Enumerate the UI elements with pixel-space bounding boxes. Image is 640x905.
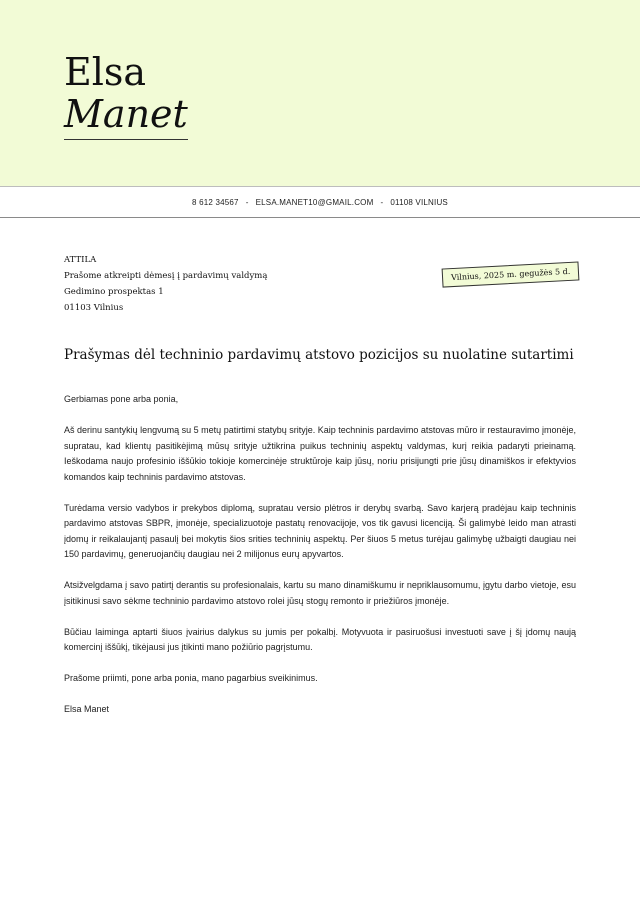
- recipient-block: [64, 252, 267, 316]
- body-paragraph: Būčiau laiminga aptarti šiuos įvairius dalykus su jumis per pokalbį. Motyvuota ir pasiruošusi investuoti save į šį įdomų naują komercinį iššūkį, tikėjausi jus įtikinti mano požiūrio pagrįstumu.: [64, 626, 576, 652]
- header-banner: [0, 0, 640, 186]
- contact-address: 01108 VILNIUS: [390, 197, 448, 207]
- last-name: Manet: [64, 92, 188, 140]
- body-paragraph: Turėdama versio vadybos ir prekybos diplomą, supratau versio plėtros ir derybų svarbą. Savo karjerą pradėjau kaip techninis pardavimo atstovas SBPR, įmonėje, specializuotoje pastatų renovacijoje, vos tik gavusi licenciją. Ši galimybė leido man atrasti įdomų ir reikalaujantį pasaulį bei mokytis šios srities techninių aspektų. Per šiuos 5 metus turėjau galimybę užbaigti daugiau nei 150 pardavimų, generuojančių daugiau nei 2 milijonus eurų apyvartos.: [64, 502, 576, 559]
- contact-separator: -: [245, 197, 249, 207]
- contact-bar: [0, 186, 640, 218]
- date-stamp: Vilnius, 2025 m. gegužės 5 d.: [442, 261, 580, 287]
- signature: Elsa Manet: [64, 704, 110, 714]
- salutation: Gerbiamas pone arba ponia,: [64, 394, 179, 404]
- contact-separator: -: [380, 197, 384, 207]
- contact-phone: 8 612 34567: [192, 197, 239, 207]
- recipient-street: Gedimino prospektas 1: [64, 287, 164, 297]
- letter-subject: Prašymas dėl techninio pardavimų atstovo pozicijos su nuolatine sutartimi: [64, 347, 574, 363]
- body-paragraph: Aš derinu santykių lengvumą su 5 metų patirtimi statybų srityje. Kaip techninis pardavimo atstovas mūro ir restauravimo įmonėje, supratau, kad klientų pasitikėjimą mūsų srityje užtikrina puikus techninių aspektų valdymas, kurį reikia padaryti prieinamą. Ieškodama naujo profesinio iššūkio tokioje komercinėje struktūroje kaip jūsų, noriu prisijungti prie jūsų dinamiškos ir efektyvios komandos kaip techninis pardavimo atstovas.: [64, 425, 576, 482]
- body-paragraph: Atsižvelgdama į savo patirtį derantis su profesionalais, kartu su mano dinamiškumu ir nepriklausomumu, įgytu darbo vietoje, esu įsitikinusi savo sėkme techninio pardavimo atstovo rolei jūsų stogų remonto ir priežiūros įmonėje.: [64, 580, 576, 606]
- recipient-attention: Prašome atkreipti dėmesį į pardavimų valdymą: [64, 271, 268, 281]
- recipient-company: ATTILA: [64, 255, 97, 265]
- recipient-city: 01103 Vilnius: [64, 303, 124, 313]
- first-name: Elsa: [64, 50, 147, 94]
- contact-email: ELSA.MANET10@GMAIL.COM: [255, 197, 374, 207]
- closing: Prašome priimti, pone arba ponia, mano pagarbius sveikinimus.: [64, 673, 318, 683]
- letter-body: [64, 392, 576, 733]
